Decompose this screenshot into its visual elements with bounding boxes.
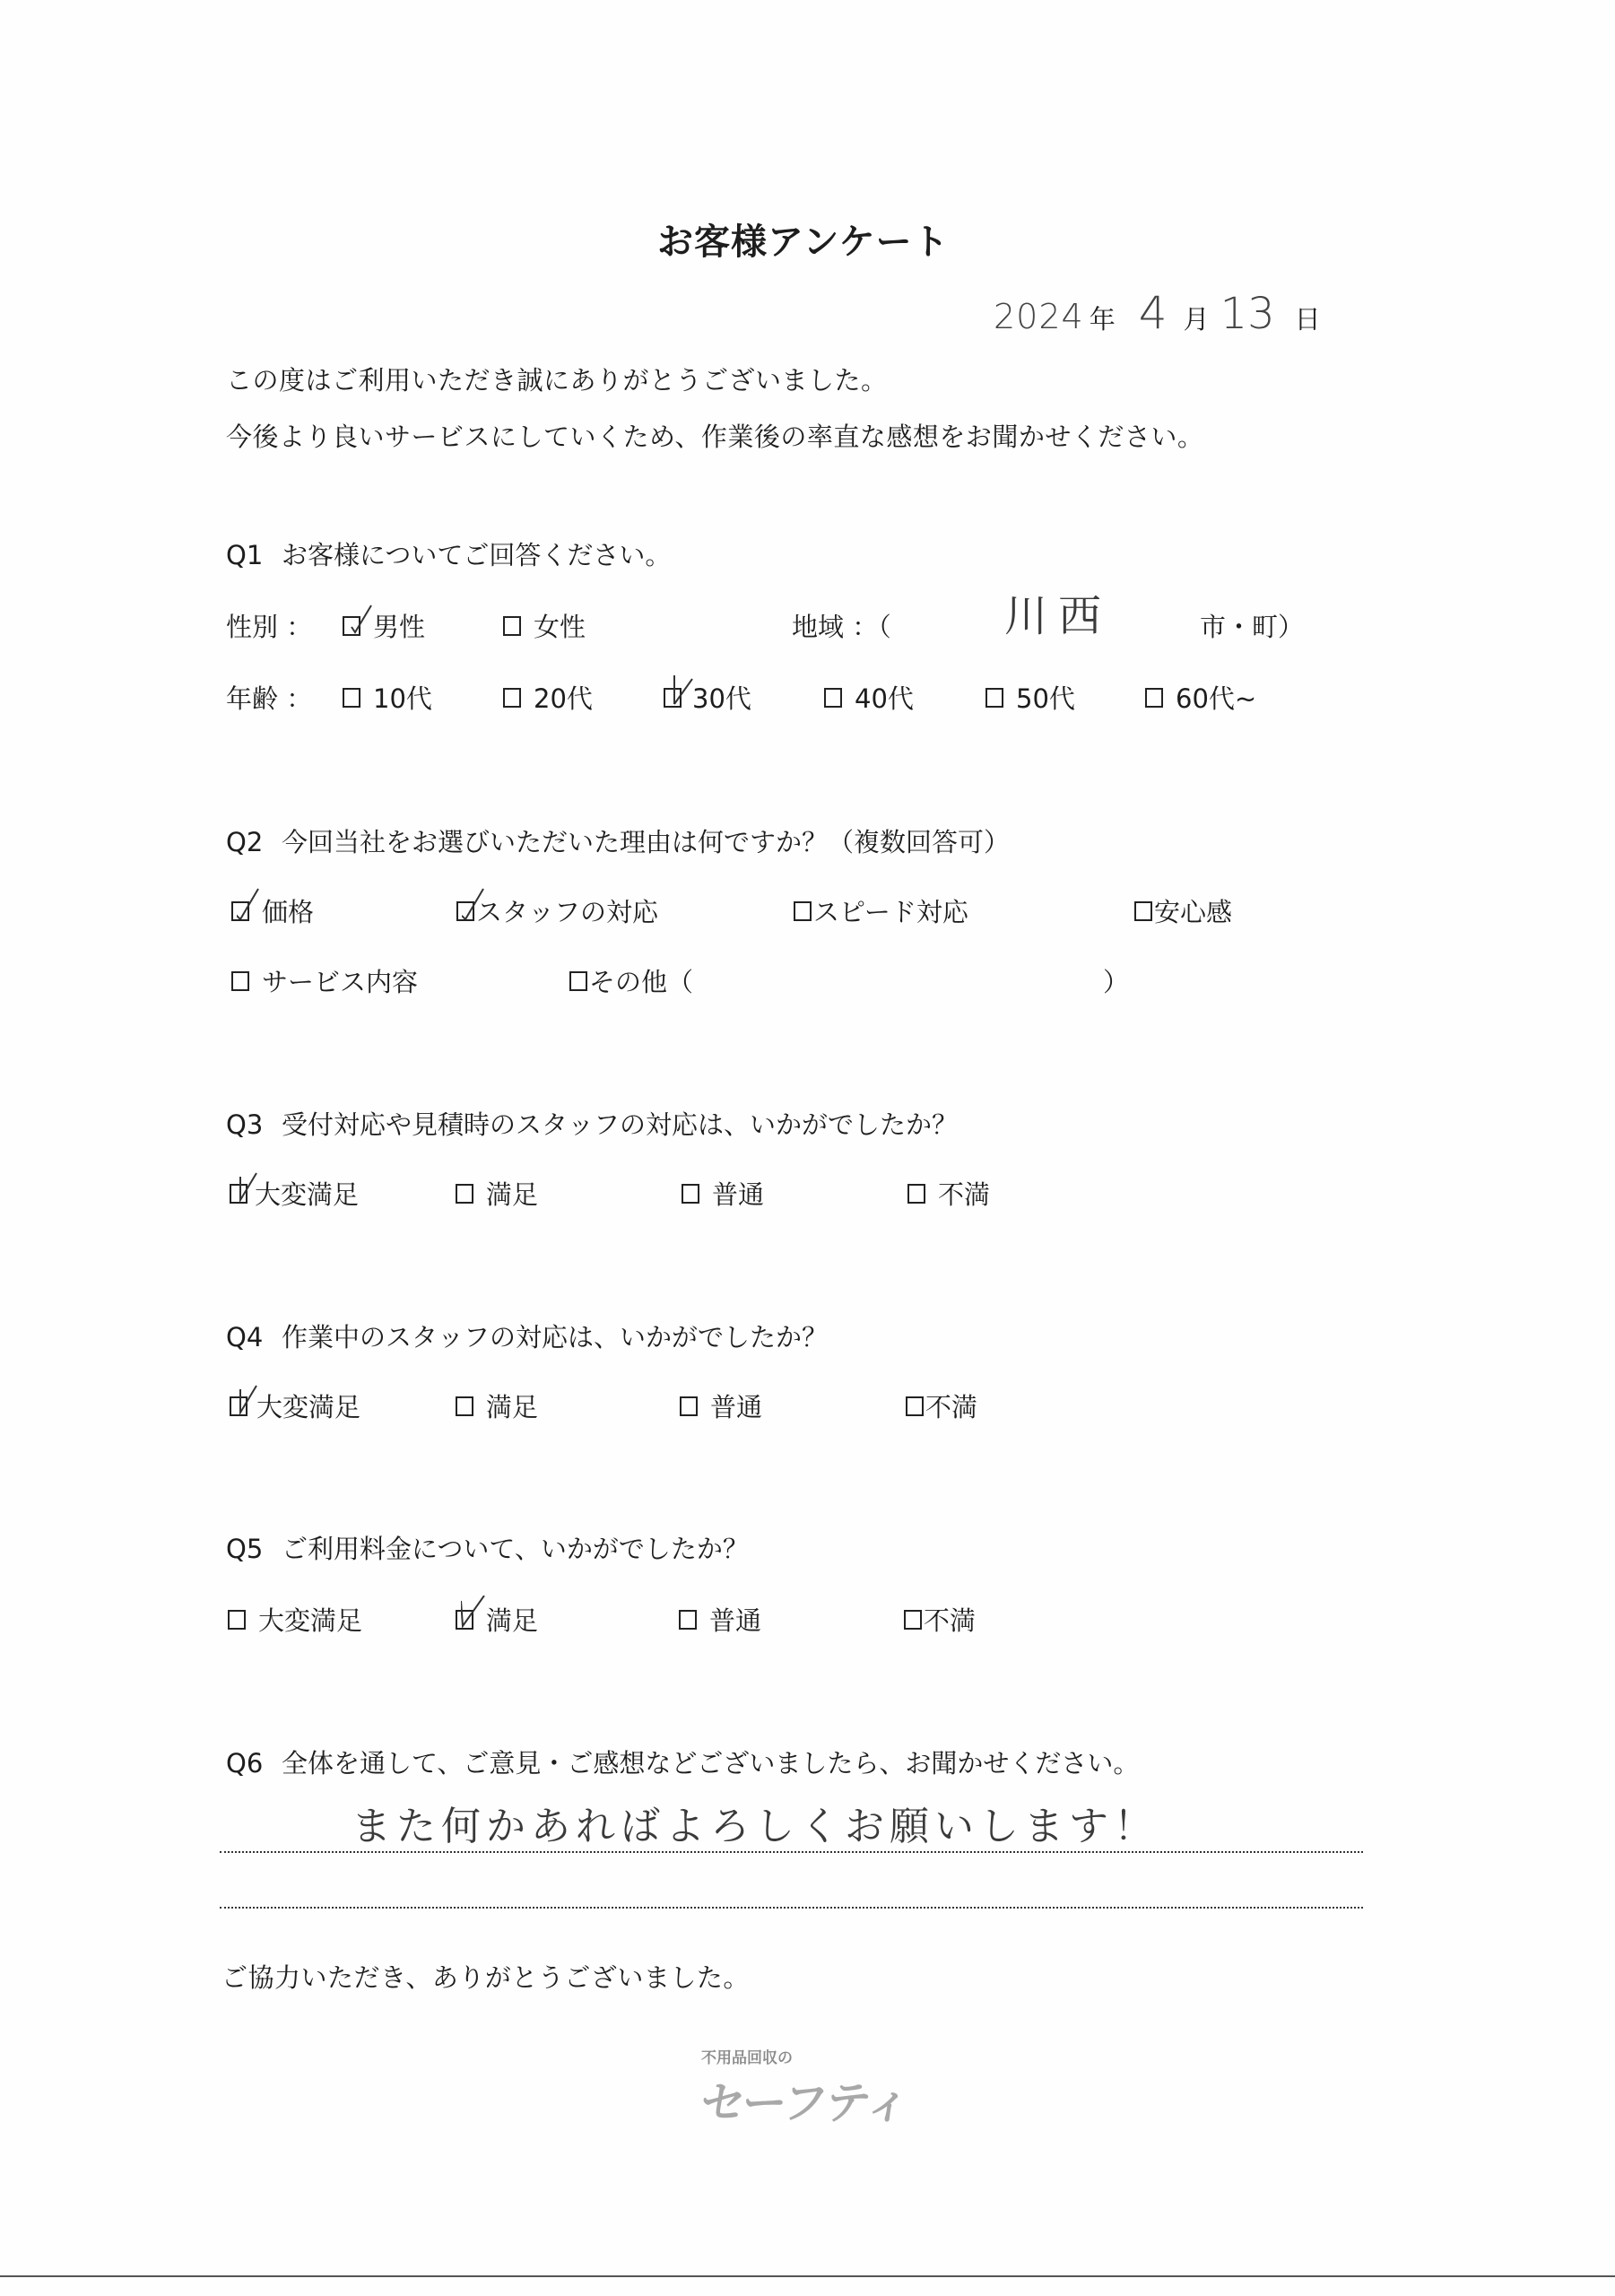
q2-other-input[interactable] bbox=[713, 962, 1090, 998]
region-suffix bbox=[1200, 607, 1304, 644]
checkbox[interactable] bbox=[824, 688, 842, 708]
q2-heading bbox=[226, 822, 1010, 859]
option-label: 価格 bbox=[262, 897, 315, 927]
option-label: 10代 bbox=[373, 683, 432, 714]
q6-heading bbox=[226, 1744, 1139, 1780]
region-label-text: 地域 ：（ bbox=[792, 612, 891, 642]
q5-option-satisfied[interactable] bbox=[456, 1601, 538, 1638]
logo-name: セーフティ bbox=[697, 2077, 913, 2129]
q2-option-price[interactable] bbox=[231, 892, 314, 929]
gender-option-male[interactable] bbox=[343, 607, 425, 644]
option-label: 普通 bbox=[712, 1179, 765, 1210]
paren-close: ） bbox=[1103, 967, 1130, 997]
option-label: 安心感 bbox=[1154, 897, 1233, 927]
gender-option-female[interactable] bbox=[503, 607, 586, 644]
q4-option-dissatisfied[interactable] bbox=[906, 1387, 977, 1424]
checkbox-checked[interactable] bbox=[456, 1610, 473, 1630]
q3-option-neutral[interactable] bbox=[682, 1175, 764, 1212]
q5-text: ご利用料金について、いかがでしたか？ bbox=[282, 1534, 749, 1564]
checkbox-checked[interactable] bbox=[231, 901, 249, 921]
checkbox-checked[interactable] bbox=[343, 616, 360, 636]
q2-option-service[interactable] bbox=[231, 962, 418, 999]
q4-option-very-satisfied[interactable] bbox=[230, 1387, 360, 1424]
answer-line-2 bbox=[220, 1907, 1363, 1909]
checkbox[interactable] bbox=[456, 1396, 473, 1416]
q6-text: 全体を通して、ご意見・ご感想などございましたら、お聞かせください。 bbox=[282, 1748, 1140, 1779]
gender-label-text: 性別 ： bbox=[226, 612, 313, 642]
option-label: 不満 bbox=[924, 1605, 977, 1636]
checkbox[interactable] bbox=[682, 1184, 699, 1204]
option-label: 30代 bbox=[692, 683, 751, 714]
q4-option-satisfied[interactable] bbox=[456, 1387, 538, 1424]
checkbox[interactable] bbox=[985, 688, 1003, 708]
option-label: 40代 bbox=[855, 683, 914, 714]
q4-number: Q4 bbox=[226, 1322, 264, 1352]
check-mark-icon bbox=[669, 674, 694, 706]
q1-text: お客様についてご回答ください。 bbox=[282, 540, 672, 570]
q5-number: Q5 bbox=[226, 1534, 264, 1564]
option-label: 大変満足 bbox=[255, 1179, 360, 1210]
option-label: 満足 bbox=[486, 1179, 539, 1210]
q4-option-neutral[interactable] bbox=[680, 1387, 762, 1424]
age-option-30s[interactable] bbox=[664, 679, 751, 716]
intro-line-1: この度はご利用いただき誠にありがとうございました。 bbox=[226, 365, 888, 396]
checkbox[interactable] bbox=[231, 971, 249, 991]
checkbox[interactable] bbox=[456, 1184, 473, 1204]
date-day-unit: 日 bbox=[1294, 304, 1321, 335]
date-month[interactable]: 4 bbox=[1138, 287, 1168, 339]
option-label: 普通 bbox=[710, 1392, 763, 1422]
region-label bbox=[792, 607, 891, 644]
q3-number: Q3 bbox=[226, 1109, 264, 1140]
q1-number: Q1 bbox=[226, 540, 264, 570]
option-label: 60代~ bbox=[1176, 683, 1257, 714]
age-label bbox=[226, 679, 312, 716]
q2-option-reassurance[interactable] bbox=[1134, 892, 1232, 929]
check-mark-icon bbox=[462, 887, 487, 919]
option-label: 大変満足 bbox=[258, 1605, 363, 1636]
option-label: スタッフの対応 bbox=[476, 897, 659, 927]
age-label-text: 年齢 ： bbox=[226, 683, 313, 714]
checkbox[interactable] bbox=[906, 1396, 924, 1416]
checkbox[interactable] bbox=[907, 1184, 925, 1204]
company-logo bbox=[697, 2045, 913, 2132]
age-option-50s[interactable] bbox=[985, 679, 1075, 716]
check-mark-icon bbox=[235, 1382, 260, 1414]
q3-heading bbox=[226, 1105, 958, 1142]
checkbox[interactable] bbox=[228, 1610, 246, 1630]
option-label: 不満 bbox=[925, 1392, 978, 1422]
age-option-60s-plus[interactable] bbox=[1145, 679, 1256, 716]
checkbox[interactable] bbox=[569, 971, 587, 991]
checkbox[interactable] bbox=[1145, 688, 1163, 708]
checkbox[interactable] bbox=[503, 616, 521, 636]
q6-answer[interactable]: また何かあればよろしくお願いします！ bbox=[352, 1804, 1159, 1849]
q6-number: Q6 bbox=[226, 1748, 264, 1779]
region-suffix-text: 市・町） bbox=[1200, 612, 1305, 642]
check-mark-icon bbox=[348, 602, 373, 634]
date-day[interactable]: 13 bbox=[1220, 289, 1275, 339]
option-label: 不満 bbox=[938, 1179, 991, 1210]
checkbox[interactable] bbox=[679, 1610, 697, 1630]
q3-option-satisfied[interactable] bbox=[456, 1175, 538, 1212]
option-label: サービス内容 bbox=[262, 967, 419, 997]
option-label: スピード対応 bbox=[813, 897, 968, 927]
closing-message: ご協力いただき、ありがとうございました。 bbox=[221, 1962, 750, 1993]
answer-line-1 bbox=[220, 1851, 1363, 1853]
q5-option-very-satisfied[interactable] bbox=[228, 1601, 362, 1638]
date-year-unit: 年 bbox=[1089, 304, 1116, 335]
age-option-40s[interactable] bbox=[824, 679, 914, 716]
date-month-unit: 月 bbox=[1183, 304, 1210, 335]
check-mark-icon bbox=[461, 1596, 486, 1628]
checkbox[interactable] bbox=[343, 688, 360, 708]
date-year[interactable]: 2024 bbox=[994, 297, 1084, 336]
q4-heading bbox=[226, 1318, 828, 1354]
checkbox[interactable] bbox=[1134, 901, 1152, 921]
q1-heading bbox=[226, 535, 671, 572]
q5-option-dissatisfied[interactable] bbox=[904, 1601, 976, 1638]
gender-label bbox=[226, 607, 312, 644]
page-title: お客様アンケート bbox=[657, 222, 950, 263]
date-field bbox=[994, 287, 1321, 339]
check-mark-icon bbox=[237, 887, 262, 919]
q3-text: 受付対応や見積時のスタッフの対応は、いかがでしたか？ bbox=[282, 1109, 959, 1140]
checkbox-checked[interactable] bbox=[456, 901, 474, 921]
q5-option-neutral[interactable] bbox=[679, 1601, 761, 1638]
logo-tagline: 不用品回収の bbox=[701, 2049, 793, 2067]
intro-line-2: 今後より良いサービスにしていくため、作業後の率直な感想をお聞かせください。 bbox=[226, 422, 1204, 452]
age-option-20s[interactable] bbox=[503, 679, 593, 716]
option-label: 満足 bbox=[486, 1605, 539, 1636]
q5-heading bbox=[226, 1529, 749, 1566]
q2-option-staff[interactable] bbox=[456, 892, 658, 929]
q3-option-dissatisfied[interactable] bbox=[907, 1175, 990, 1212]
option-label: 女性 bbox=[534, 612, 586, 642]
option-label: 満足 bbox=[486, 1392, 539, 1422]
checkbox-checked[interactable] bbox=[664, 688, 682, 708]
q2-option-other[interactable] bbox=[569, 962, 693, 999]
checkbox-checked[interactable] bbox=[230, 1184, 247, 1204]
check-mark-icon bbox=[235, 1170, 260, 1202]
checkbox[interactable] bbox=[680, 1396, 698, 1416]
q2-number: Q2 bbox=[226, 827, 264, 857]
option-label: その他（ bbox=[589, 967, 694, 997]
q2-text: 今回当社をお選びいただいた理由は何ですか？（複数回答可） bbox=[282, 827, 1011, 857]
q4-text: 作業中のスタッフの対応は、いかがでしたか？ bbox=[282, 1322, 829, 1352]
option-label: 20代 bbox=[534, 683, 593, 714]
checkbox-checked[interactable] bbox=[230, 1396, 247, 1416]
q3-option-very-satisfied[interactable] bbox=[230, 1175, 359, 1212]
q2-other-close bbox=[1103, 962, 1129, 999]
option-label: 普通 bbox=[709, 1605, 762, 1636]
option-label: 大変満足 bbox=[256, 1392, 361, 1422]
page-bottom-rule bbox=[0, 2275, 1615, 2277]
option-label: 50代 bbox=[1016, 683, 1075, 714]
checkbox[interactable] bbox=[794, 901, 812, 921]
age-option-10s[interactable] bbox=[343, 679, 432, 716]
region-value[interactable]: 川西 bbox=[1004, 591, 1113, 641]
checkbox[interactable] bbox=[904, 1610, 922, 1630]
option-label: 男性 bbox=[373, 612, 426, 642]
q2-option-speed[interactable] bbox=[794, 892, 968, 929]
checkbox[interactable] bbox=[503, 688, 521, 708]
